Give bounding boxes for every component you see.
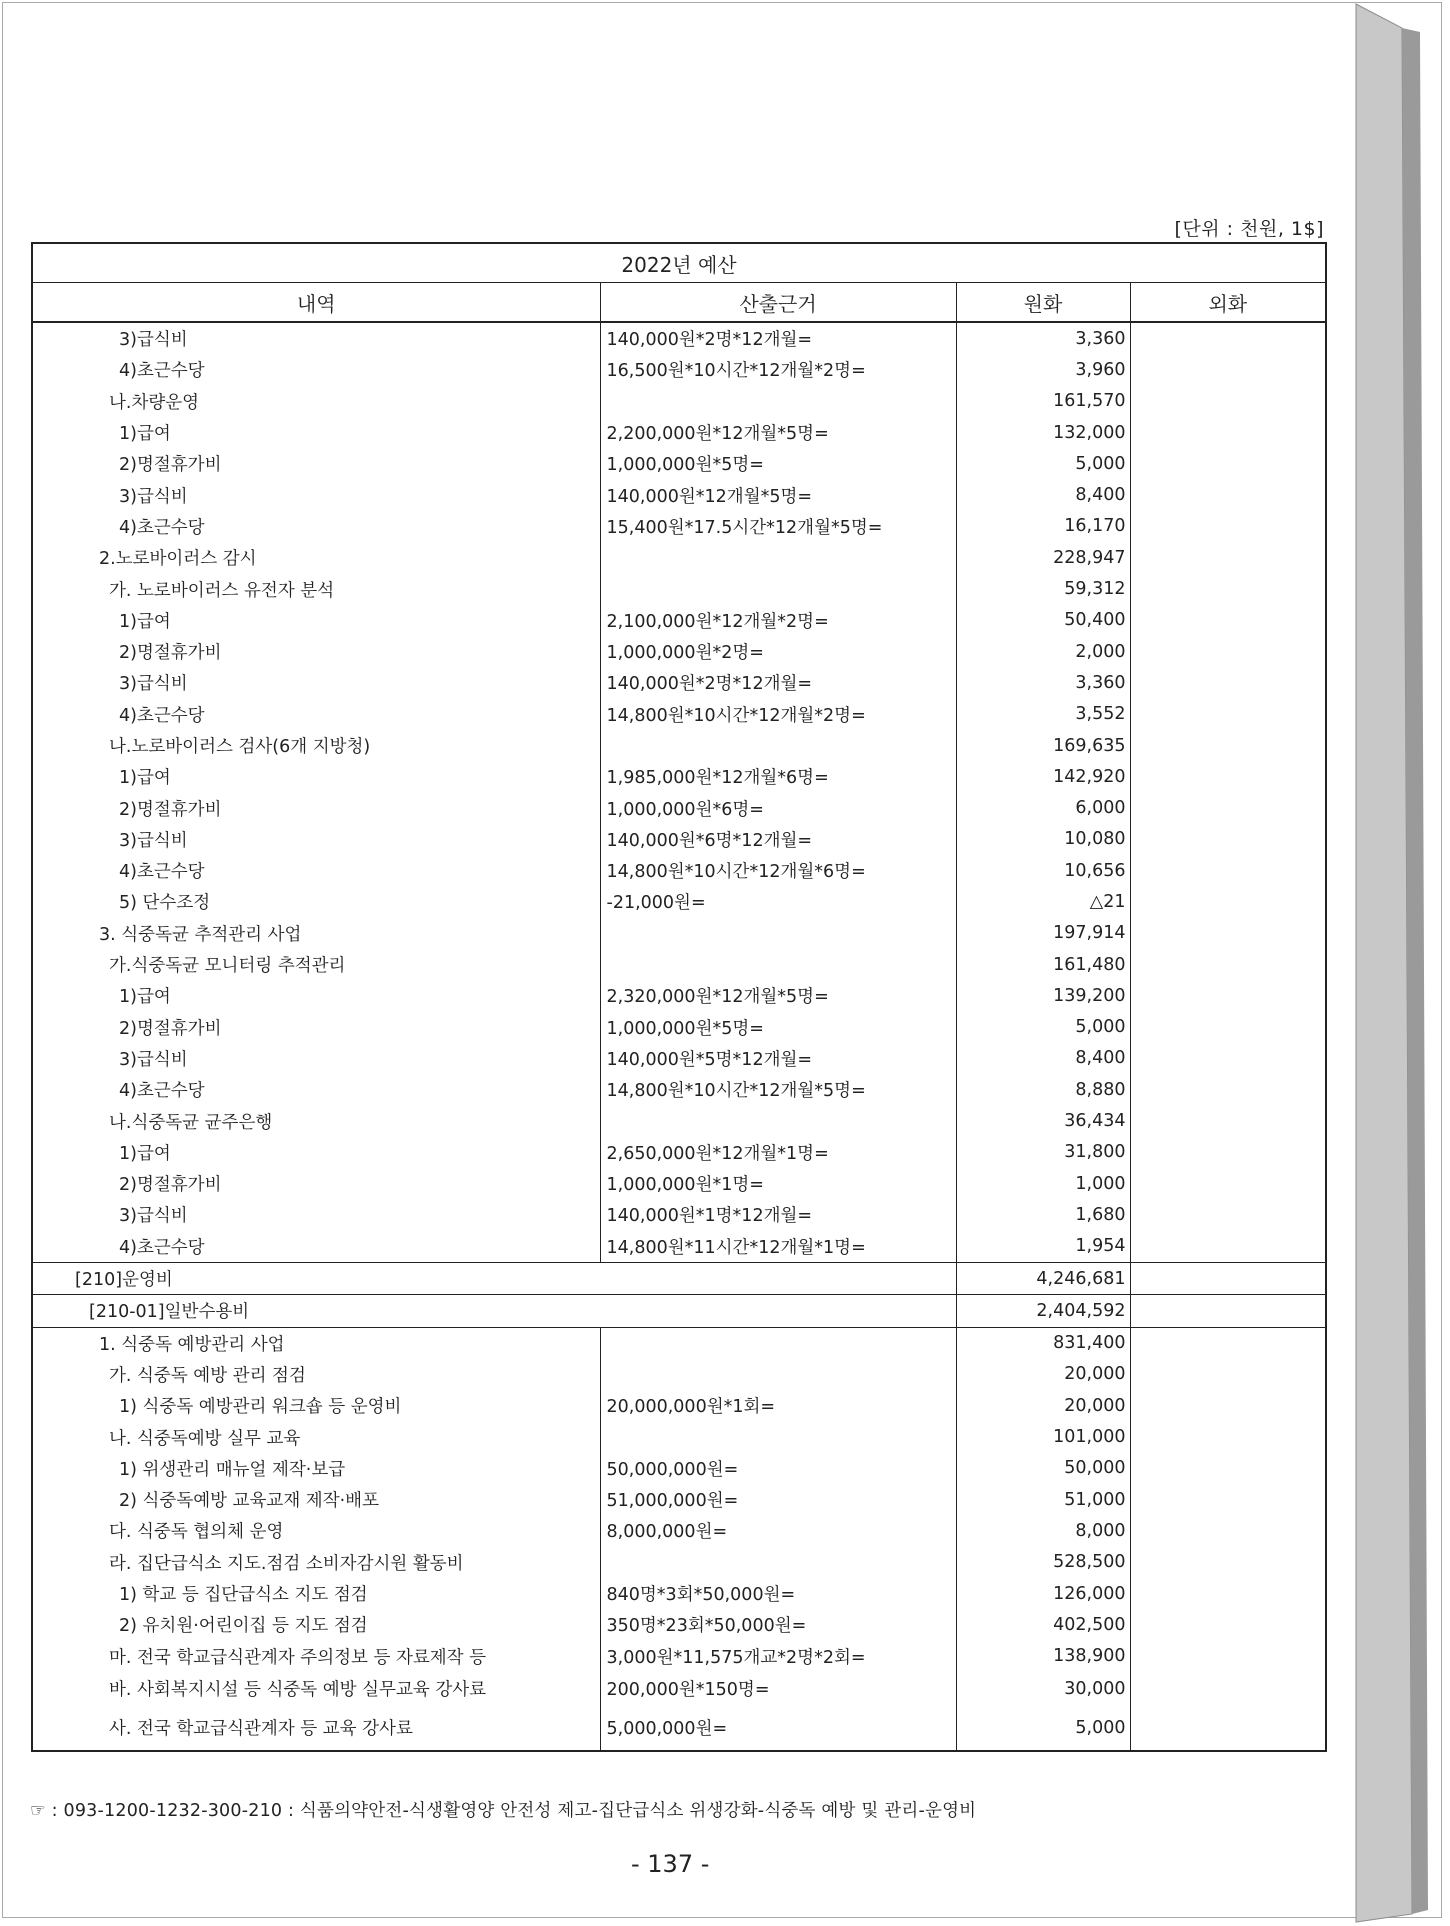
budget-table <box>31 242 1327 1752</box>
row-foreign <box>1130 542 1326 573</box>
page-number: - 137 - <box>631 1850 710 1878</box>
row-foreign <box>1130 1137 1326 1168</box>
row-krw: 402,500 <box>956 1609 1130 1640</box>
row-krw: 138,900 <box>956 1640 1130 1671</box>
table-row <box>32 949 1326 980</box>
row-krw: 3,960 <box>956 354 1130 385</box>
table-row <box>32 699 1326 730</box>
row-basis: 2,320,000원*12개월*5명= <box>600 980 956 1011</box>
section-210-01-foreign <box>1130 1295 1326 1327</box>
row-basis <box>600 1359 956 1390</box>
row-krw: 161,480 <box>956 949 1130 980</box>
row-item: 가. 노로바이러스 유전자 분석 <box>32 573 600 604</box>
row-foreign <box>1130 511 1326 542</box>
row-basis: 51,000,000원= <box>600 1484 956 1515</box>
row-foreign <box>1130 1640 1326 1671</box>
row-item: 다. 식중독 협의체 운영 <box>32 1515 600 1546</box>
row-krw: 50,000 <box>956 1453 1130 1484</box>
row-krw: 50,400 <box>956 605 1130 636</box>
table-row <box>32 761 1326 792</box>
row-basis: 140,000원*12개월*5명= <box>600 479 956 510</box>
table-row <box>32 824 1326 855</box>
row-foreign <box>1130 949 1326 980</box>
row-item: 4)초근수당 <box>32 354 600 385</box>
row-foreign <box>1130 1515 1326 1546</box>
table-row <box>32 573 1326 604</box>
row-foreign <box>1130 1168 1326 1199</box>
table-row <box>32 918 1326 949</box>
row-basis: 2,200,000원*12개월*5명= <box>600 417 956 448</box>
row-basis: 1,985,000원*12개월*6명= <box>600 761 956 792</box>
table-row <box>32 1137 1326 1168</box>
table-row <box>32 1515 1326 1546</box>
row-krw: 5,000 <box>956 1012 1130 1043</box>
row-krw: 30,000 <box>956 1672 1130 1706</box>
row-item: 나. 식중독예방 실무 교육 <box>32 1421 600 1452</box>
row-foreign <box>1130 605 1326 636</box>
row-krw: 101,000 <box>956 1421 1130 1452</box>
row-item: 3)급식비 <box>32 824 600 855</box>
section-210-foreign <box>1130 1262 1326 1294</box>
row-krw: △21 <box>956 886 1130 917</box>
row-foreign <box>1130 1453 1326 1484</box>
table-row <box>32 1484 1326 1515</box>
row-krw: 2,000 <box>956 636 1130 667</box>
row-foreign <box>1130 1359 1326 1390</box>
table-row <box>32 980 1326 1011</box>
table-row <box>32 1578 1326 1609</box>
table-row <box>32 386 1326 417</box>
row-foreign <box>1130 761 1326 792</box>
row-item: 2.노로바이러스 감시 <box>32 542 600 573</box>
table-row <box>32 1390 1326 1421</box>
row-basis: 350명*23회*50,000원= <box>600 1609 956 1640</box>
row-item: 3. 식중독균 추적관리 사업 <box>32 918 600 949</box>
row-basis: 5,000,000원= <box>600 1706 956 1751</box>
row-basis: 16,500원*10시간*12개월*2명= <box>600 354 956 385</box>
row-foreign <box>1130 1199 1326 1230</box>
row-basis <box>600 1421 956 1452</box>
row-basis <box>600 573 956 604</box>
row-foreign <box>1130 1547 1326 1578</box>
row-item: 1. 식중독 예방관리 사업 <box>32 1327 600 1359</box>
row-krw: 169,635 <box>956 730 1130 761</box>
row-item: 4)초근수당 <box>32 511 600 542</box>
row-item: 1)급여 <box>32 1137 600 1168</box>
table-row <box>32 322 1326 354</box>
row-krw: 8,000 <box>956 1515 1130 1546</box>
table-row <box>32 1168 1326 1199</box>
row-foreign <box>1130 824 1326 855</box>
row-basis: 140,000원*6명*12개월= <box>600 824 956 855</box>
row-krw: 228,947 <box>956 542 1130 573</box>
row-item: 2)명절휴가비 <box>32 636 600 667</box>
row-basis: 3,000원*11,575개교*2명*2회= <box>600 1640 956 1671</box>
row-basis <box>600 1105 956 1136</box>
row-item: 1)급여 <box>32 761 600 792</box>
section-210-01-label: [210-01]일반수용비 <box>32 1295 956 1327</box>
unit-note: [단위 : 천원, 1$] <box>1174 218 1324 240</box>
row-krw: 3,552 <box>956 699 1130 730</box>
row-foreign <box>1130 1043 1326 1074</box>
row-item: 2)명절휴가비 <box>32 448 600 479</box>
table-title: 2022년 예산 <box>32 243 1326 283</box>
row-basis <box>600 1327 956 1359</box>
row-krw: 16,170 <box>956 511 1130 542</box>
row-item: 2)명절휴가비 <box>32 792 600 823</box>
row-item: 2)명절휴가비 <box>32 1168 600 1199</box>
row-basis: 1,000,000원*5명= <box>600 448 956 479</box>
row-foreign <box>1130 730 1326 761</box>
row-foreign <box>1130 386 1326 417</box>
row-item: 1) 식중독 예방관리 워크숍 등 운영비 <box>32 1390 600 1421</box>
row-basis <box>600 542 956 573</box>
row-item: 사. 전국 학교급식관계자 등 교육 강사료 <box>32 1706 600 1751</box>
row-basis <box>600 949 956 980</box>
row-foreign <box>1130 1421 1326 1452</box>
row-basis: -21,000원= <box>600 886 956 917</box>
row-item: 4)초근수당 <box>32 699 600 730</box>
row-krw: 528,500 <box>956 1547 1130 1578</box>
row-item: 3)급식비 <box>32 479 600 510</box>
row-item: 나.식중독균 균주은행 <box>32 1105 600 1136</box>
row-item: 나.차량운영 <box>32 386 600 417</box>
row-krw: 139,200 <box>956 980 1130 1011</box>
row-item: 4)초근수당 <box>32 855 600 886</box>
row-krw: 132,000 <box>956 417 1130 448</box>
row-item: 1) 학교 등 집단급식소 지도 점검 <box>32 1578 600 1609</box>
column-header-krw: 원화 <box>956 283 1130 323</box>
row-item: 1)급여 <box>32 980 600 1011</box>
row-basis: 2,650,000원*12개월*1명= <box>600 1137 956 1168</box>
table-body-operating <box>32 1262 1326 1327</box>
row-item: 4)초근수당 <box>32 1231 600 1263</box>
table-row <box>32 448 1326 479</box>
row-item: 1)급여 <box>32 417 600 448</box>
row-basis: 14,800원*10시간*12개월*6명= <box>600 855 956 886</box>
row-krw: 142,920 <box>956 761 1130 792</box>
table-body-general-expense <box>32 1327 1326 1751</box>
table-row <box>32 1043 1326 1074</box>
row-krw: 8,400 <box>956 1043 1130 1074</box>
row-krw: 59,312 <box>956 573 1130 604</box>
row-basis: 200,000원*150명= <box>600 1672 956 1706</box>
row-foreign <box>1130 1074 1326 1105</box>
row-krw: 3,360 <box>956 667 1130 698</box>
row-foreign <box>1130 1012 1326 1043</box>
row-item: 3)급식비 <box>32 1043 600 1074</box>
table-row <box>32 636 1326 667</box>
row-krw: 161,570 <box>956 386 1130 417</box>
footnote: ☞ : 093-1200-1232-300-210 : 식품의약안전-식생활영양 안전성 제고-집단급식소 위생강화-식중독 예방 및 관리-운영비 <box>30 1801 977 1821</box>
row-item: 2) 식중독예방 교육교재 제작·배포 <box>32 1484 600 1515</box>
table-body-personnel <box>32 322 1326 1262</box>
row-basis <box>600 730 956 761</box>
table-row <box>32 479 1326 510</box>
row-basis: 20,000,000원*1회= <box>600 1390 956 1421</box>
table-row <box>32 1609 1326 1640</box>
row-foreign <box>1130 886 1326 917</box>
table-row <box>32 886 1326 917</box>
row-krw: 1,954 <box>956 1231 1130 1263</box>
row-foreign <box>1130 918 1326 949</box>
row-item: 2) 유치원·어린이집 등 지도 점검 <box>32 1609 600 1640</box>
row-foreign <box>1130 1578 1326 1609</box>
row-item: 마. 전국 학교급식관계자 주의정보 등 자료제작 등 <box>32 1640 600 1671</box>
row-krw: 1,680 <box>956 1199 1130 1230</box>
row-foreign <box>1130 417 1326 448</box>
row-basis: 1,000,000원*6명= <box>600 792 956 823</box>
row-item: 라. 집단급식소 지도.점검 소비자감시원 활동비 <box>32 1547 600 1578</box>
table-row <box>32 1547 1326 1578</box>
row-item: 1) 위생관리 매뉴얼 제작·보급 <box>32 1453 600 1484</box>
table-row <box>32 354 1326 385</box>
row-basis: 1,000,000원*5명= <box>600 1012 956 1043</box>
row-krw: 36,434 <box>956 1105 1130 1136</box>
row-krw: 31,800 <box>956 1137 1130 1168</box>
row-foreign <box>1130 980 1326 1011</box>
row-krw: 8,400 <box>956 479 1130 510</box>
row-foreign <box>1130 1609 1326 1640</box>
row-foreign <box>1130 573 1326 604</box>
row-krw: 20,000 <box>956 1359 1130 1390</box>
row-foreign <box>1130 1231 1326 1263</box>
row-krw: 197,914 <box>956 918 1130 949</box>
row-basis <box>600 1547 956 1578</box>
row-foreign <box>1130 699 1326 730</box>
row-basis: 14,800원*11시간*12개월*1명= <box>600 1231 956 1263</box>
row-basis: 8,000,000원= <box>600 1515 956 1546</box>
row-foreign <box>1130 667 1326 698</box>
row-basis: 140,000원*2명*12개월= <box>600 667 956 698</box>
row-basis: 14,800원*10시간*12개월*5명= <box>600 1074 956 1105</box>
row-foreign <box>1130 1390 1326 1421</box>
row-basis <box>600 386 956 417</box>
table-row-section-210 <box>32 1262 1326 1294</box>
row-krw: 51,000 <box>956 1484 1130 1515</box>
row-basis: 50,000,000원= <box>600 1453 956 1484</box>
row-item: 3)급식비 <box>32 667 600 698</box>
row-foreign <box>1130 1105 1326 1136</box>
table-row <box>32 1672 1326 1706</box>
row-basis: 840명*3회*50,000원= <box>600 1578 956 1609</box>
row-item: 1)급여 <box>32 605 600 636</box>
row-foreign <box>1130 479 1326 510</box>
table-row <box>32 792 1326 823</box>
section-210-amount: 4,246,681 <box>956 1262 1130 1294</box>
table-row <box>32 1359 1326 1390</box>
row-basis: 14,800원*10시간*12개월*2명= <box>600 699 956 730</box>
table-row <box>32 1327 1326 1359</box>
row-item: 가.식중독균 모니터링 추적관리 <box>32 949 600 980</box>
row-item: 2)명절휴가비 <box>32 1012 600 1043</box>
table-row <box>32 417 1326 448</box>
row-foreign <box>1130 1484 1326 1515</box>
table-row <box>32 1012 1326 1043</box>
table-row <box>32 511 1326 542</box>
row-foreign <box>1130 1706 1326 1751</box>
row-foreign <box>1130 448 1326 479</box>
row-basis: 140,000원*5명*12개월= <box>600 1043 956 1074</box>
row-item: 5) 단수조정 <box>32 886 600 917</box>
row-basis: 15,400원*17.5시간*12개월*5명= <box>600 511 956 542</box>
row-basis: 1,000,000원*2명= <box>600 636 956 667</box>
section-210-label: [210]운영비 <box>32 1262 956 1294</box>
row-basis: 140,000원*2명*12개월= <box>600 322 956 354</box>
row-krw: 6,000 <box>956 792 1130 823</box>
row-foreign <box>1130 322 1326 354</box>
table-row <box>32 1231 1326 1263</box>
table-row <box>32 1074 1326 1105</box>
row-krw: 3,360 <box>956 322 1130 354</box>
row-krw: 831,400 <box>956 1327 1130 1359</box>
row-krw: 8,880 <box>956 1074 1130 1105</box>
row-foreign <box>1130 354 1326 385</box>
table-row <box>32 667 1326 698</box>
row-basis: 2,100,000원*12개월*2명= <box>600 605 956 636</box>
section-210-01-amount: 2,404,592 <box>956 1295 1130 1327</box>
row-foreign <box>1130 1327 1326 1359</box>
row-basis: 140,000원*1명*12개월= <box>600 1199 956 1230</box>
row-krw: 20,000 <box>956 1390 1130 1421</box>
table-row <box>32 1453 1326 1484</box>
row-foreign <box>1130 636 1326 667</box>
table-row <box>32 1105 1326 1136</box>
row-foreign <box>1130 855 1326 886</box>
row-krw: 10,080 <box>956 824 1130 855</box>
table-row <box>32 1421 1326 1452</box>
row-foreign <box>1130 1672 1326 1706</box>
table-row <box>32 855 1326 886</box>
table-row <box>32 730 1326 761</box>
table-row <box>32 605 1326 636</box>
row-item: 3)급식비 <box>32 322 600 354</box>
row-item: 바. 사회복지시설 등 식중독 예방 실무교육 강사료 <box>32 1672 600 1706</box>
table-row-section-210-01 <box>32 1295 1326 1327</box>
table-row <box>32 1199 1326 1230</box>
row-item: 나.노로바이러스 검사(6개 지방청) <box>32 730 600 761</box>
row-krw: 5,000 <box>956 1706 1130 1751</box>
row-krw: 10,656 <box>956 855 1130 886</box>
table-row <box>32 542 1326 573</box>
row-item: 가. 식중독 예방 관리 점검 <box>32 1359 600 1390</box>
table-row <box>32 1706 1326 1751</box>
row-krw: 126,000 <box>956 1578 1130 1609</box>
table-row <box>32 1640 1326 1671</box>
row-krw: 1,000 <box>956 1168 1130 1199</box>
column-header-item: 내역 <box>32 283 600 323</box>
row-basis <box>600 918 956 949</box>
row-item: 3)급식비 <box>32 1199 600 1230</box>
row-krw: 5,000 <box>956 448 1130 479</box>
row-basis: 1,000,000원*1명= <box>600 1168 956 1199</box>
row-item: 4)초근수당 <box>32 1074 600 1105</box>
row-foreign <box>1130 792 1326 823</box>
column-header-basis: 산출근거 <box>600 283 956 323</box>
column-header-foreign: 외화 <box>1130 283 1326 323</box>
